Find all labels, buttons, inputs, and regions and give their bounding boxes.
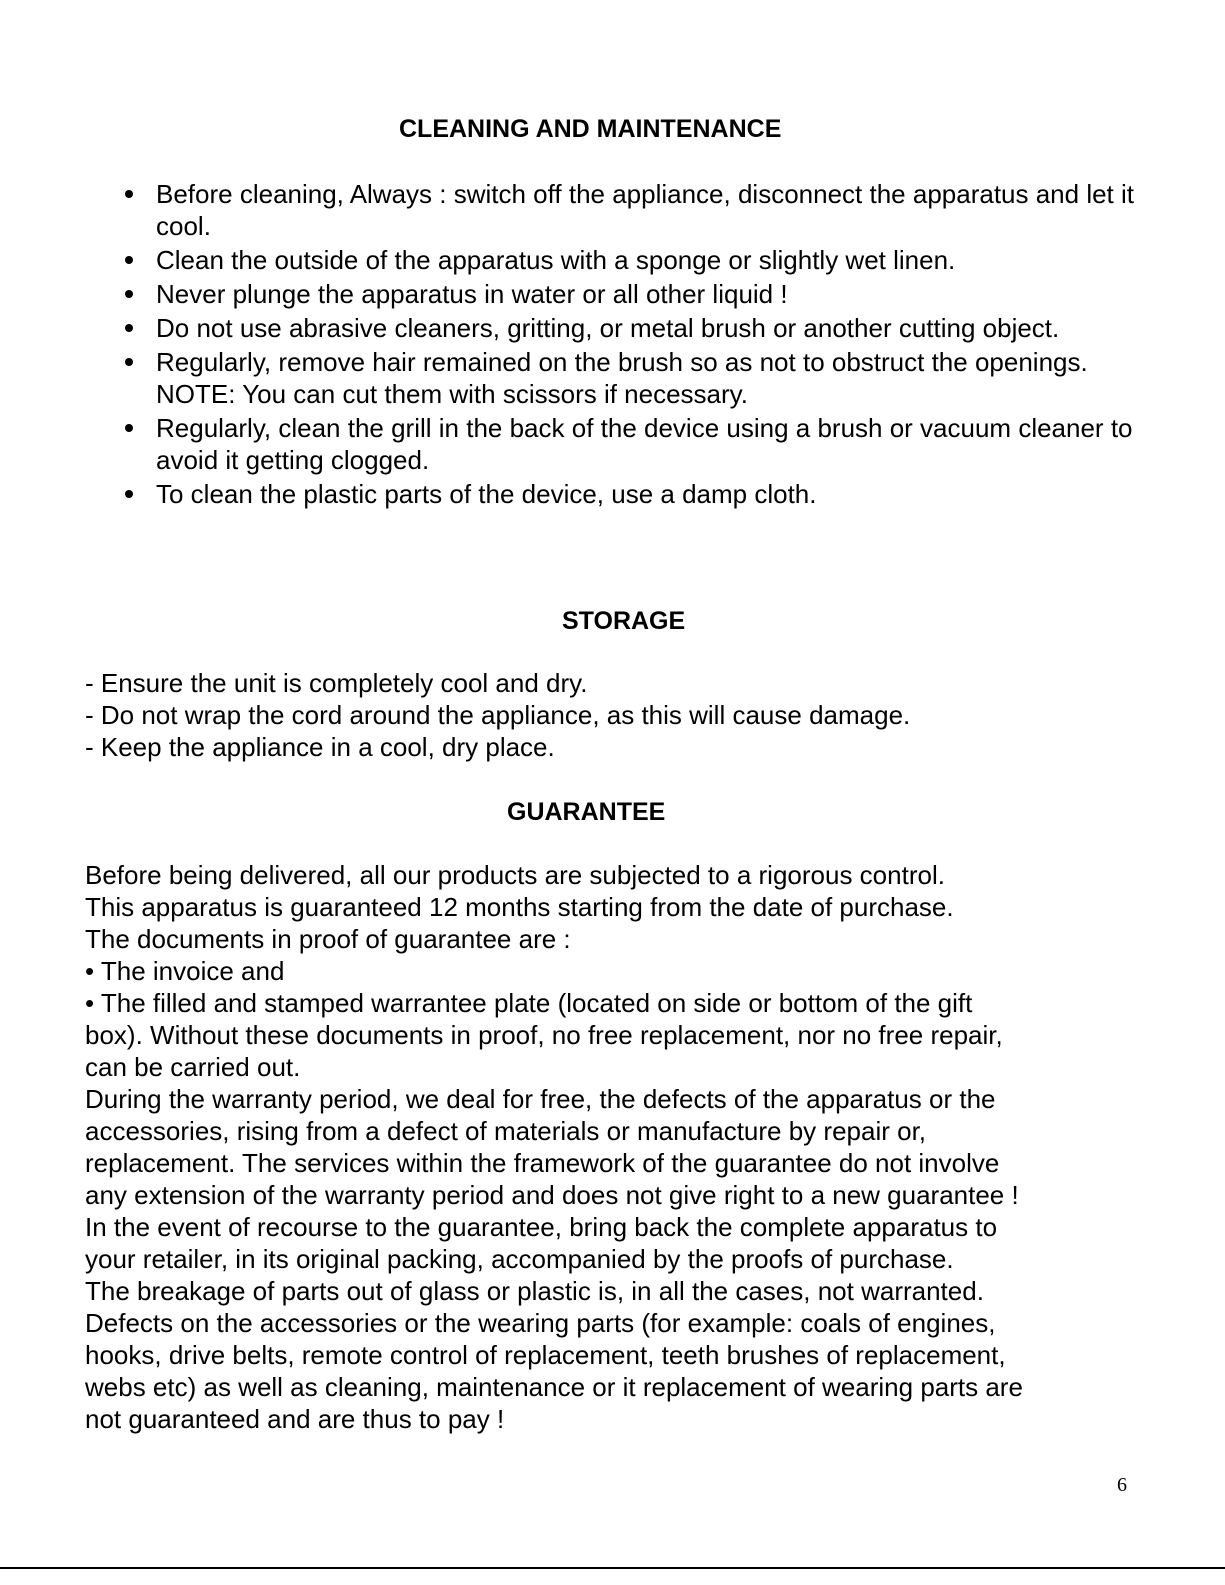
guarantee-line: your retailer, in its original packing, accompanied by the proofs of purchase.	[85, 1244, 954, 1274]
storage-line: - Ensure the unit is completely cool and dry.	[85, 668, 588, 698]
guarantee-heading: GUARANTEE	[507, 798, 666, 826]
guarantee-text	[85, 859, 1165, 1435]
cleaning-item-text: Regularly, remove hair remained on the brush so as not to obstruct the openings.	[156, 347, 1088, 377]
guarantee-line: hooks, drive belts, remote control of replacement, teeth brushes of replacement,	[85, 1340, 1006, 1370]
bullet-icon	[125, 424, 133, 432]
guarantee-line: replacement. The services within the framework of the guarantee do not involve	[85, 1148, 1000, 1178]
guarantee-line: During the warranty period, we deal for free, the defects of the apparatus or the	[85, 1084, 996, 1114]
bottom-rule	[0, 1567, 1225, 1569]
cleaning-item-text: Regularly, clean the grill in the back of the device using a brush or vacuum cleaner to avoid it getting clogged.	[156, 413, 1133, 475]
storage-lines	[85, 667, 1165, 763]
guarantee-line: This apparatus is guaranteed 12 months starting from the date of purchase.	[85, 892, 954, 922]
cleaning-list	[156, 178, 1156, 512]
guarantee-line: • The filled and stamped warrantee plate (located on side or bottom of the gift	[85, 988, 973, 1018]
cleaning-item-text: Do not use abrasive cleaners, gritting, or metal brush or another cutting object.	[156, 313, 1060, 343]
guarantee-line: In the event of recourse to the guarantee, bring back the complete apparatus to	[85, 1212, 998, 1242]
bullet-icon	[125, 490, 133, 498]
guarantee-line: • The invoice and	[85, 956, 285, 986]
cleaning-item-text: Never plunge the apparatus in water or all other liquid !	[156, 279, 788, 309]
guarantee-line: box). Without these documents in proof, no free replacement, nor no free repair,	[85, 1020, 1003, 1050]
cleaning-list-item	[156, 412, 1156, 476]
cleaning-heading: CLEANING AND MAINTENANCE	[399, 115, 782, 143]
guarantee-line: any extension of the warranty period and does not give right to a new guarantee !	[85, 1180, 1019, 1210]
bullet-icon	[125, 290, 133, 298]
cleaning-list-item	[156, 244, 1156, 276]
guarantee-line: The breakage of parts out of glass or plastic is, in all the cases, not warranted.	[85, 1276, 984, 1306]
cleaning-item-text: Clean the outside of the apparatus with a sponge or slightly wet linen.	[156, 245, 956, 275]
guarantee-line: accessories, rising from a defect of materials or manufacture by repair or,	[85, 1116, 927, 1146]
bullet-icon	[125, 358, 133, 366]
cleaning-list-item	[156, 478, 1156, 510]
storage-line: - Keep the appliance in a cool, dry place.	[85, 732, 555, 762]
guarantee-line: webs etc) as well as cleaning, maintenance or it replacement of wearing parts are	[85, 1372, 1023, 1402]
cleaning-list-item	[156, 178, 1156, 242]
cleaning-item-text: Before cleaning, Always : switch off the appliance, disconnect the apparatus and let it cool.	[156, 179, 1135, 241]
storage-heading: STORAGE	[562, 607, 686, 635]
page-number: 6	[1117, 1474, 1127, 1496]
guarantee-line: can be carried out.	[85, 1052, 301, 1082]
storage-line: - Do not wrap the cord around the appliance, as this will cause damage.	[85, 700, 911, 730]
cleaning-list-item	[156, 346, 1156, 410]
cleaning-item-note: NOTE: You can cut them with scissors if necessary.	[156, 379, 748, 409]
bullet-icon	[125, 256, 133, 264]
cleaning-list-item	[156, 312, 1156, 344]
bullet-icon	[125, 324, 133, 332]
guarantee-line: not guaranteed and are thus to pay !	[85, 1404, 505, 1434]
cleaning-list-item	[156, 278, 1156, 310]
cleaning-item-text: To clean the plastic parts of the device, use a damp cloth.	[156, 479, 817, 509]
guarantee-line: The documents in proof of guarantee are :	[85, 924, 571, 954]
bullet-icon	[125, 190, 133, 198]
guarantee-line: Before being delivered, all our products are subjected to a rigorous control.	[85, 860, 945, 890]
guarantee-line: Defects on the accessories or the wearing parts (for example: coals of engines,	[85, 1308, 996, 1338]
